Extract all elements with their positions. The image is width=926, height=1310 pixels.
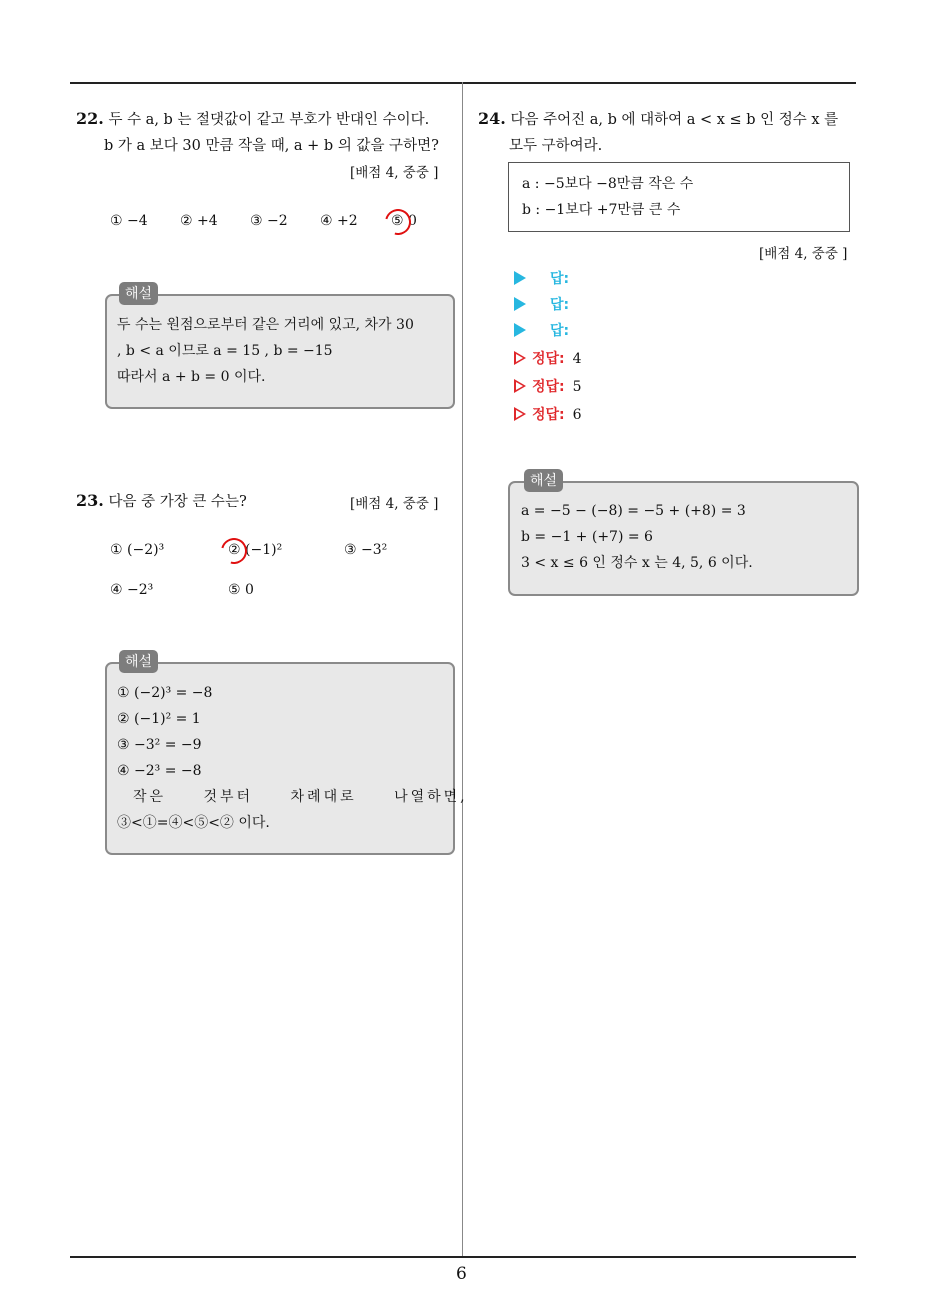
q22-option-3[interactable]: ③ −2 <box>250 213 288 229</box>
q23-option-5[interactable]: ⑤ 0 <box>228 582 254 598</box>
q23-text: 다음 중 가장 큰 수는? <box>108 494 247 510</box>
q24-cond-b: b : −1보다 +7만큼 큰 수 <box>522 202 681 218</box>
q22-option-2[interactable]: ② +4 <box>180 213 218 229</box>
q23-number: 23. <box>76 491 104 510</box>
answer-label: 답: <box>550 297 570 313</box>
top-rule <box>70 82 856 84</box>
q23-answer-mark <box>216 533 252 569</box>
q24-condition-box <box>508 162 850 232</box>
q23-sol-line-3: ③ −3² = −9 <box>117 737 202 753</box>
q23-sol-line-2: ② (−1)² = 1 <box>117 711 201 727</box>
correct-value: 5 <box>572 379 582 395</box>
q22-sol-line-1: 두 수는 원점으로부터 같은 거리에 있고, 차가 30 <box>117 317 414 333</box>
q24-answer-area <box>514 266 582 428</box>
q22-stem <box>76 106 456 159</box>
play-icon <box>514 323 526 337</box>
q23-option-2[interactable]: ② (−1)² <box>228 542 283 558</box>
q22-meta: [배점 4, 중중 ] <box>350 165 439 181</box>
q23-sol-line-4: ④ −2³ = −8 <box>117 763 202 779</box>
play-icon <box>514 271 526 285</box>
bottom-rule <box>70 1256 856 1258</box>
correct-label: 정답: <box>532 407 565 423</box>
correct-row-2 <box>514 374 582 400</box>
answer-row-3[interactable] <box>514 318 582 344</box>
q23-solution-tag: 해설 <box>119 650 158 673</box>
q22-text-line2: b 가 a 보다 30 만큼 작을 때, a + b 의 값을 구하면? <box>104 138 439 154</box>
q23-option-3[interactable]: ③ −3² <box>344 542 388 558</box>
q22-option-4[interactable]: ④ +2 <box>320 213 358 229</box>
correct-row-3 <box>514 402 582 428</box>
correct-row-1 <box>514 346 582 372</box>
q24-sol-line-2: b = −1 + (+7) = 6 <box>521 529 653 545</box>
q24-solution-text <box>521 498 753 576</box>
q24-sol-line-3: 3 < x ≤ 6 인 정수 x 는 4, 5, 6 이다. <box>521 555 753 571</box>
q23-sol-line-6: ③<①=④<⑤<② 이다. <box>117 815 270 831</box>
q24-cond-a: a : −5보다 −8만큼 작은 수 <box>522 176 694 192</box>
q23-stem <box>76 488 247 515</box>
q24-meta: [배점 4, 중중 ] <box>759 246 848 262</box>
outline-triangle-icon <box>514 351 526 365</box>
answer-label: 답: <box>550 271 570 287</box>
q24-stem <box>478 106 863 159</box>
q24-number: 24. <box>478 109 506 128</box>
q24-sol-line-1: a = −5 − (−8) = −5 + (+8) = 3 <box>521 503 746 519</box>
page-number: 6 <box>456 1264 467 1284</box>
q22-number: 22. <box>76 109 104 128</box>
answer-label: 답: <box>550 323 570 339</box>
q22-solution-tag: 해설 <box>119 282 158 305</box>
q22-option-5[interactable]: ⑤ 0 <box>391 213 417 229</box>
q23-sol-line-1: ① (−2)³ = −8 <box>117 685 213 701</box>
column-divider <box>462 82 463 1258</box>
q23-option-4[interactable]: ④ −2³ <box>110 582 154 598</box>
answer-row-1[interactable] <box>514 266 582 292</box>
outline-triangle-icon <box>514 379 526 393</box>
q23-solution-text <box>117 680 468 836</box>
answer-row-2[interactable] <box>514 292 582 318</box>
outline-triangle-icon <box>514 407 526 421</box>
q22-text-line1: 두 수 a, b 는 절댓값이 같고 부호가 반대인 수이다. <box>108 112 430 128</box>
q22-solution-text <box>117 312 414 390</box>
correct-label: 정답: <box>532 379 565 395</box>
q22-option-1[interactable]: ① −4 <box>110 213 148 229</box>
q22-answer-mark <box>380 204 416 240</box>
play-icon <box>514 297 526 311</box>
q24-text-line1: 다음 주어진 a, b 에 대하여 a < x ≤ b 인 정수 x 를 <box>510 112 839 128</box>
q22-sol-line-3: 따라서 a + b = 0 이다. <box>117 369 266 385</box>
correct-label: 정답: <box>532 351 565 367</box>
correct-value: 6 <box>572 407 582 423</box>
q23-meta: [배점 4, 중중 ] <box>350 496 439 512</box>
q24-text-line2: 모두 구하여라. <box>509 138 603 154</box>
q24-solution-tag: 해설 <box>524 469 563 492</box>
q22-sol-line-2: , b < a 이므로 a = 15 , b = −15 <box>117 343 333 359</box>
q23-option-1[interactable]: ① (−2)³ <box>110 542 165 558</box>
correct-value: 4 <box>572 351 582 367</box>
q23-sol-line-5: 작은 것부터 차례대로 나열하면, <box>133 789 468 805</box>
